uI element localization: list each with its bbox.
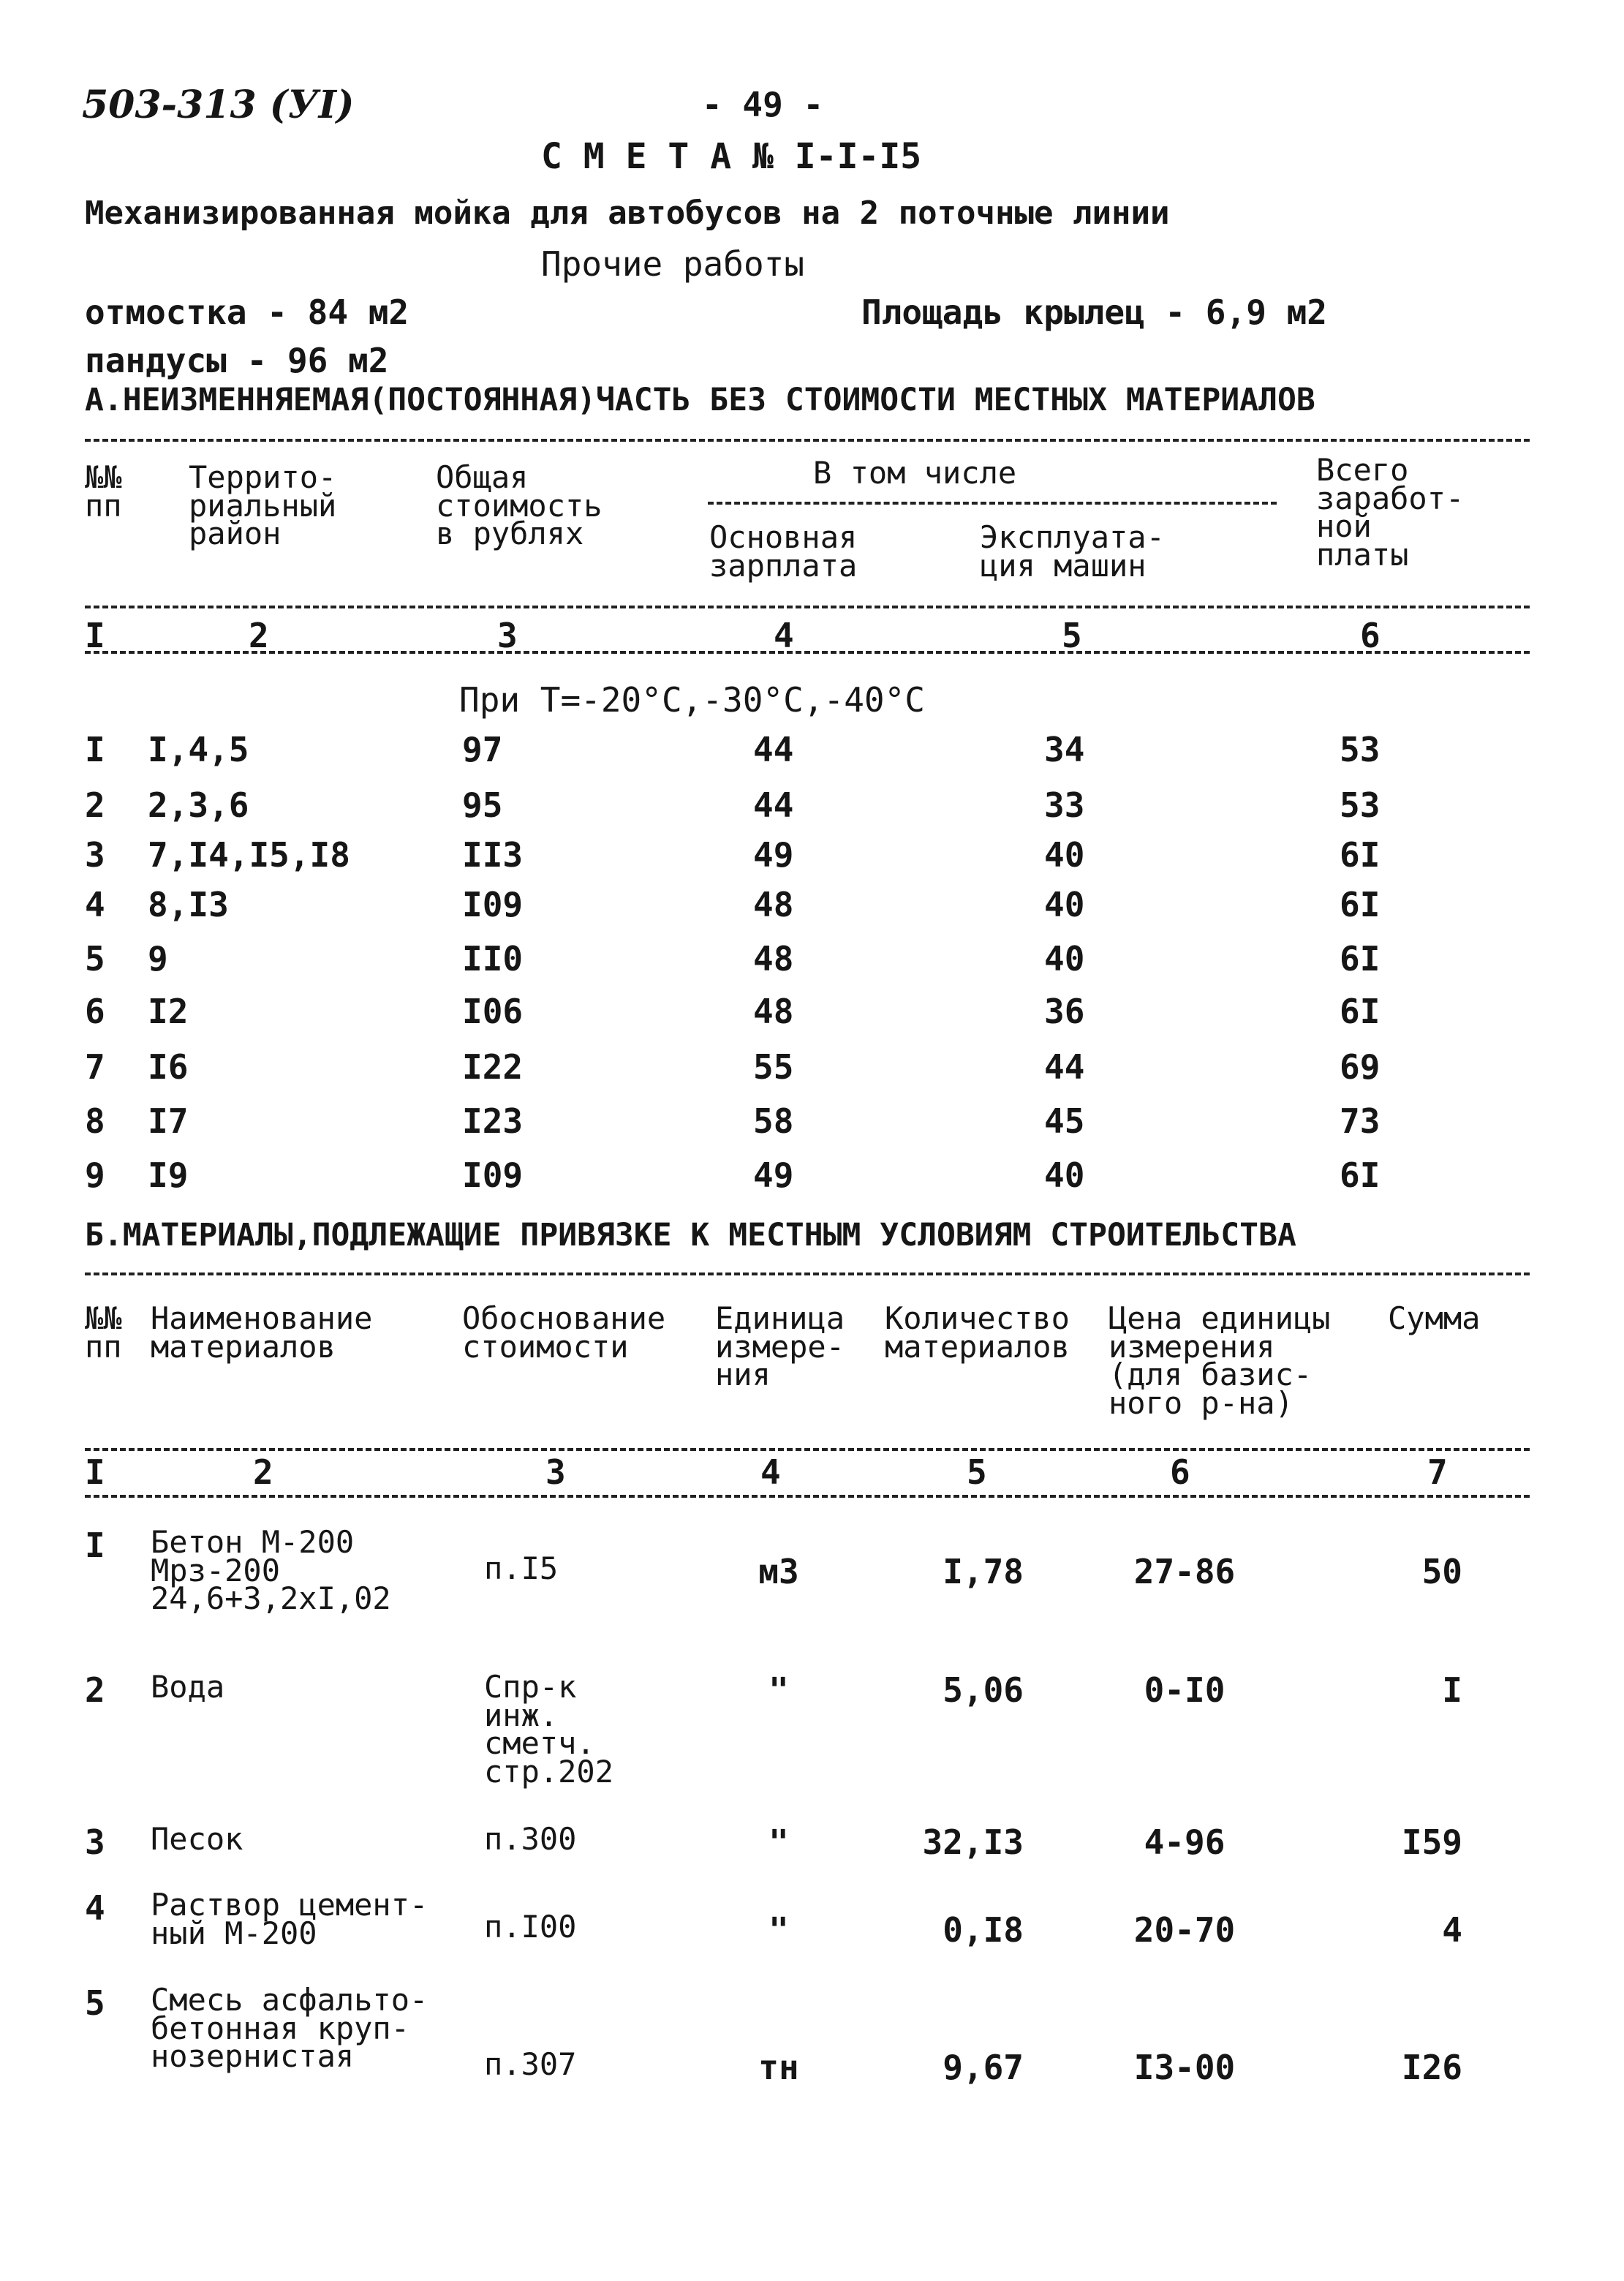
unit: тн [758, 2048, 799, 2087]
machine-operation: 40 [1044, 939, 1085, 979]
column-number: 5 [1062, 616, 1082, 655]
total-cost: II3 [462, 835, 524, 875]
divider [85, 1448, 1530, 1451]
territorial-region: 8,I3 [148, 885, 229, 924]
column-number: 3 [497, 616, 518, 655]
unit-price: 4-96 [1144, 1822, 1225, 1862]
sum: 4 [1442, 1910, 1462, 1950]
col-header-region: Террито- риальный район [189, 459, 337, 552]
row-number: 8 [85, 1101, 105, 1141]
basic-salary: 49 [753, 835, 794, 875]
cost-basis: п.I5 [484, 1550, 559, 1586]
sum: 50 [1421, 1552, 1462, 1591]
basic-salary: 48 [753, 939, 794, 979]
total-cost: 97 [462, 730, 503, 769]
col-header-cost-basis: Обоснование стоимости [462, 1300, 666, 1365]
row-number: 5 [85, 939, 105, 979]
row-number: 7 [85, 1047, 105, 1087]
material-name: Вода [151, 1669, 225, 1705]
cost-basis: Спр-к инж. сметч. стр.202 [484, 1669, 614, 1790]
row-number: I [85, 1526, 105, 1565]
unit-price: 0-I0 [1144, 1670, 1225, 1710]
unit: м3 [758, 1552, 799, 1591]
total-wages: 69 [1340, 1047, 1381, 1087]
divider [708, 502, 1277, 505]
machine-operation: 40 [1044, 835, 1085, 875]
col-header-wages: Всего заработ- ной платы [1316, 452, 1465, 573]
machine-operation: 40 [1044, 885, 1085, 924]
column-number: 4 [774, 616, 794, 655]
col-header-unit-price: Цена единицы измерения (для базис- ного р-на) [1109, 1300, 1331, 1421]
machine-operation: 40 [1044, 1155, 1085, 1195]
machine-operation: 45 [1044, 1101, 1085, 1141]
material-name: Бетон М-200 Мрз-200 24,6+3,2хI,02 [151, 1524, 391, 1617]
column-number: 6 [1360, 616, 1381, 655]
total-cost: I06 [462, 992, 524, 1031]
column-number: I [85, 1452, 105, 1492]
unit-price: I3-00 [1133, 2048, 1236, 2087]
quantity: 32,I3 [922, 1822, 1024, 1862]
divider [85, 1495, 1530, 1498]
column-number: 2 [249, 616, 269, 655]
cost-basis: п.300 [484, 1821, 577, 1857]
column-number: 7 [1427, 1452, 1448, 1492]
basic-salary: 44 [753, 785, 794, 825]
total-wages: 53 [1340, 785, 1381, 825]
row-number: 5 [85, 1983, 105, 2023]
row-number: 4 [85, 885, 105, 924]
material-name: Песок [151, 1821, 243, 1857]
col-header-num: №№ пп [85, 1300, 122, 1365]
basic-salary: 49 [753, 1155, 794, 1195]
col-header-num: №№ пп [85, 459, 122, 524]
column-number: 6 [1170, 1452, 1190, 1492]
estimate-title: С М Е Т А № I-I-I5 [541, 136, 922, 177]
unit: " [768, 1822, 789, 1862]
page-number: - 49 - [702, 85, 824, 124]
material-name: Раствор цемент- ный М-200 [151, 1887, 428, 1951]
territorial-region: I,4,5 [148, 730, 249, 769]
total-wages: 53 [1340, 730, 1381, 769]
total-cost: I09 [462, 885, 524, 924]
section-title: Прочие работы [541, 244, 805, 284]
row-number: 4 [85, 1888, 105, 1928]
row-number: 2 [85, 1670, 105, 1710]
estimate-subtitle: Механизированная мойка для автобусов на 2 поточные линии [85, 195, 1170, 232]
col-header-unit: Единица измере- ния [715, 1300, 845, 1393]
total-cost: II0 [462, 939, 524, 979]
document-code: 503-313 (УІ) [82, 83, 355, 127]
total-wages: 73 [1340, 1101, 1381, 1141]
total-cost: 95 [462, 785, 503, 825]
territorial-region: I7 [148, 1101, 189, 1141]
sum: I [1442, 1670, 1462, 1710]
total-cost: I22 [462, 1047, 524, 1087]
total-wages: 6I [1340, 939, 1381, 979]
basic-salary: 55 [753, 1047, 794, 1087]
column-number: 2 [253, 1452, 273, 1492]
column-number: I [85, 616, 105, 655]
row-number: I [85, 730, 105, 769]
part-a-title: А.НЕИЗМЕННЯЕМАЯ(ПОСТОЯННАЯ)ЧАСТЬ БЕЗ СТОИМОСТИ МЕСТНЫХ МАТЕРИАЛОВ [85, 382, 1315, 418]
total-cost: I23 [462, 1101, 524, 1141]
col-header-salary: Основная зарплата [709, 519, 858, 584]
part-b-title: Б.МАТЕРИАЛЫ,ПОДЛЕЖАЩИЕ ПРИВЯЗКЕ К МЕСТНЫМ УСЛОВИЯМ СТРОИТЕЛЬСТВА [85, 1217, 1296, 1253]
territorial-region: I2 [148, 992, 189, 1031]
col-header-machines: Эксплуата- ция машин [980, 519, 1165, 584]
territorial-region: 9 [148, 939, 168, 979]
machine-operation: 33 [1044, 785, 1085, 825]
basic-salary: 48 [753, 885, 794, 924]
divider [85, 439, 1530, 442]
column-number: 3 [545, 1452, 566, 1492]
quantity: I,78 [943, 1552, 1024, 1591]
total-wages: 6I [1340, 1155, 1381, 1195]
row-number: 9 [85, 1155, 105, 1195]
col-header-total-cost: Общая стоимость в рублях [436, 459, 603, 552]
territorial-region: 2,3,6 [148, 785, 249, 825]
quantity: 9,67 [943, 2048, 1024, 2087]
unit: " [768, 1910, 789, 1950]
porch-area: Площадь крылец - 6,9 м2 [861, 293, 1327, 332]
cost-basis: п.307 [484, 2046, 577, 2082]
divider [85, 606, 1530, 608]
row-number: 3 [85, 835, 105, 875]
machine-operation: 44 [1044, 1047, 1085, 1087]
column-number: 4 [760, 1452, 781, 1492]
quantity: 0,I8 [943, 1910, 1024, 1950]
divider [85, 1273, 1530, 1275]
sum: I59 [1401, 1822, 1462, 1862]
unit-price: 20-70 [1133, 1910, 1236, 1950]
cost-basis: п.I00 [484, 1909, 577, 1945]
basic-salary: 58 [753, 1101, 794, 1141]
otmostka-area: отмостка - 84 м2 [85, 293, 409, 332]
column-number: 5 [967, 1452, 987, 1492]
col-header-material-name: Наименование материалов [151, 1300, 373, 1365]
row-number: 6 [85, 992, 105, 1031]
ramps-area: пандусы - 96 м2 [85, 341, 389, 380]
col-header-including: В том числе [813, 455, 1017, 491]
machine-operation: 36 [1044, 992, 1085, 1031]
col-header-sum: Сумма [1388, 1300, 1481, 1336]
row-number: 2 [85, 785, 105, 825]
material-name: Смесь асфальто- бетонная круп- нозернистая [151, 1982, 428, 2075]
quantity: 5,06 [943, 1670, 1024, 1710]
unit: " [768, 1670, 789, 1710]
unit-price: 27-86 [1133, 1552, 1236, 1591]
sum: I26 [1401, 2048, 1462, 2087]
total-cost: I09 [462, 1155, 524, 1195]
divider [85, 651, 1530, 654]
machine-operation: 34 [1044, 730, 1085, 769]
territorial-region: I9 [148, 1155, 189, 1195]
basic-salary: 48 [753, 992, 794, 1031]
territorial-region: 7,I4,I5,I8 [148, 835, 350, 875]
basic-salary: 44 [753, 730, 794, 769]
total-wages: 6I [1340, 885, 1381, 924]
temperature-condition: При Т=-20°С,-30°С,-40°С [459, 680, 925, 720]
col-header-quantity: Количество материалов [885, 1300, 1070, 1365]
total-wages: 6I [1340, 835, 1381, 875]
row-number: 3 [85, 1822, 105, 1862]
territorial-region: I6 [148, 1047, 189, 1087]
total-wages: 6I [1340, 992, 1381, 1031]
